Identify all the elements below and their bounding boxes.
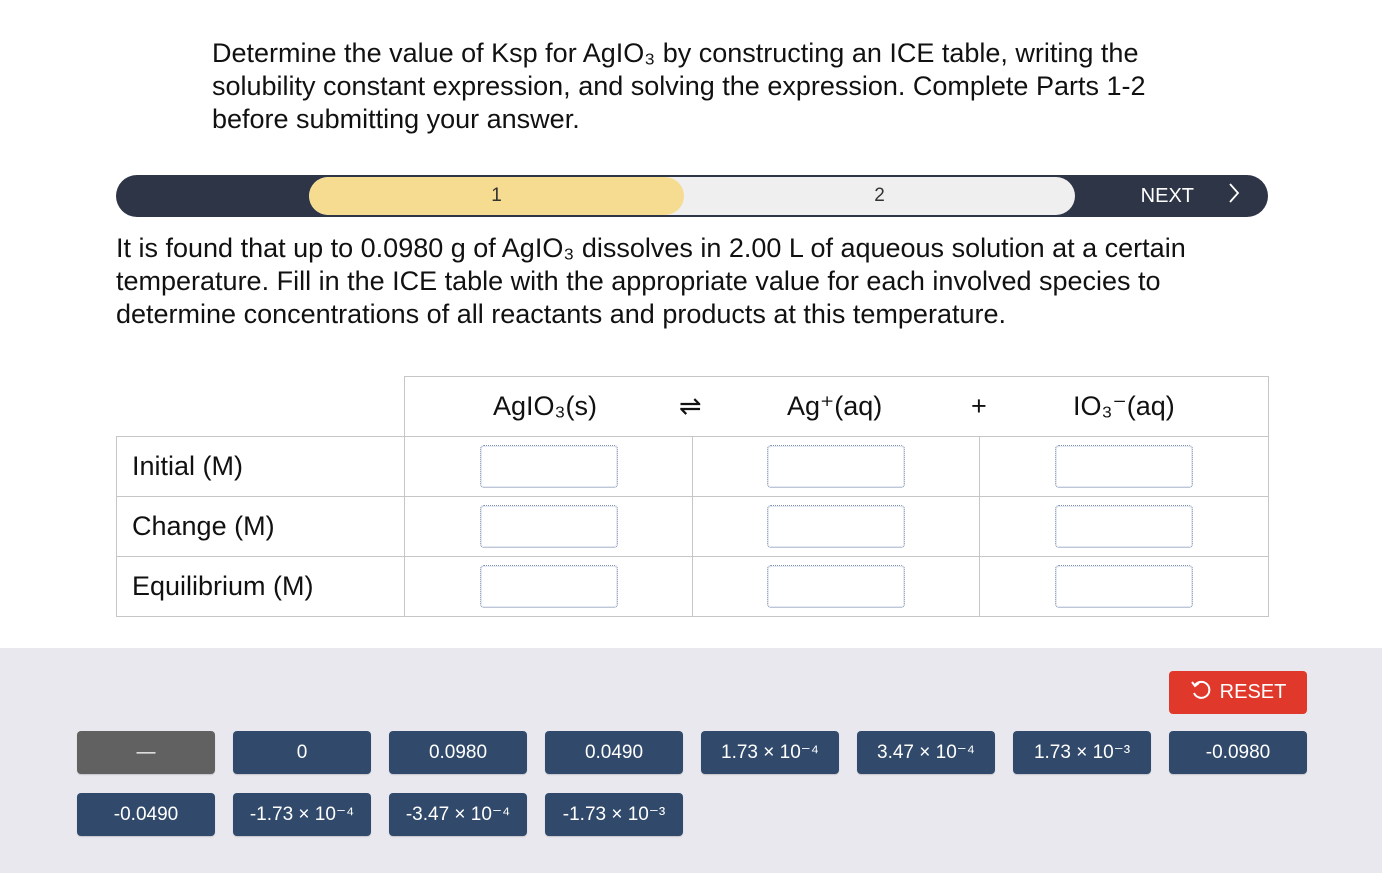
drop-zone-initial-agio3[interactable] xyxy=(480,445,618,488)
ice-cell xyxy=(980,497,1269,557)
ice-header-row xyxy=(117,377,1269,437)
ice-cell xyxy=(980,437,1269,497)
answer-tile[interactable]: 1.73 × 10⁻³ xyxy=(1013,731,1151,774)
ice-cell xyxy=(980,557,1269,617)
answer-tile[interactable]: -0.0490 xyxy=(77,793,215,836)
ice-row-change xyxy=(117,497,1269,557)
ice-cell xyxy=(693,497,980,557)
answer-tile[interactable]: 0 xyxy=(233,731,371,774)
species-agio3: AgIO₃(s) xyxy=(493,391,598,421)
drop-zone-change-agio3[interactable] xyxy=(480,505,618,548)
species-io3-ion: IO₃⁻(aq) xyxy=(1073,391,1175,421)
reset-icon xyxy=(1190,679,1220,707)
step-track xyxy=(309,177,1075,215)
answer-tile[interactable]: -0.0980 xyxy=(1169,731,1307,774)
question-intro: Determine the value of Ksp for AgIO₃ by constructing an ICE table, writing the solubility constant expression, and solving the expression. Complete Parts 1-2 before submitting your answer. xyxy=(212,38,1146,134)
ice-row-initial xyxy=(117,437,1269,497)
answer-tile[interactable]: -1.73 × 10⁻⁴ xyxy=(233,793,371,836)
ice-table xyxy=(116,376,1269,617)
plus-sign: + xyxy=(971,391,987,421)
answer-tile[interactable]: 1.73 × 10⁻⁴ xyxy=(701,731,839,774)
equilibrium-arrow-icon: ⇌ xyxy=(679,391,702,421)
row-label-initial: Initial (M) xyxy=(117,437,405,497)
problem-statement: It is found that up to 0.0980 g of AgIO₃ dissolves in 2.00 L of aqueous solution at a certain temperature. Fill in the ICE table with the appropriate value for each involved species to determine concentrations of all reactants and products at this temperature. xyxy=(116,233,1186,329)
row-label-equilibrium: Equilibrium (M) xyxy=(117,557,405,617)
drop-zone-initial-io3[interactable] xyxy=(1055,445,1193,488)
answer-tray xyxy=(0,648,1382,873)
drop-zone-initial-ag[interactable] xyxy=(767,445,905,488)
chevron-right-icon xyxy=(1228,182,1240,211)
drop-zone-equilibrium-ag[interactable] xyxy=(767,565,905,608)
reaction-equation xyxy=(405,377,1269,437)
answer-tile[interactable]: -3.47 × 10⁻⁴ xyxy=(389,793,527,836)
step-2-tab[interactable]: 2 xyxy=(874,185,885,206)
part-stepper xyxy=(116,175,1268,217)
drop-zone-change-io3[interactable] xyxy=(1055,505,1193,548)
ice-cell xyxy=(405,437,693,497)
answer-tile[interactable]: 3.47 × 10⁻⁴ xyxy=(857,731,995,774)
ice-cell xyxy=(405,497,693,557)
step-1-tab[interactable]: 1 xyxy=(309,177,684,215)
next-label: NEXT xyxy=(1140,184,1194,207)
answer-tile[interactable]: -1.73 × 10⁻³ xyxy=(545,793,683,836)
next-button[interactable] xyxy=(1075,175,1268,217)
answer-tile[interactable]: 0.0980 xyxy=(389,731,527,774)
ice-cell xyxy=(405,557,693,617)
ice-cell xyxy=(693,437,980,497)
drop-zone-equilibrium-agio3[interactable] xyxy=(480,565,618,608)
row-label-change: Change (M) xyxy=(117,497,405,557)
ice-corner-cell xyxy=(117,377,405,437)
drop-zone-equilibrium-io3[interactable] xyxy=(1055,565,1193,608)
reset-button[interactable] xyxy=(1169,671,1307,714)
ice-row-equilibrium xyxy=(117,557,1269,617)
reset-label: RESET xyxy=(1219,681,1287,703)
answer-tile[interactable]: 0.0490 xyxy=(545,731,683,774)
drop-zone-change-ag[interactable] xyxy=(767,505,905,548)
species-ag-ion: Ag⁺(aq) xyxy=(787,391,883,421)
answer-tile-blank[interactable]: — xyxy=(77,731,215,774)
ice-cell xyxy=(693,557,980,617)
